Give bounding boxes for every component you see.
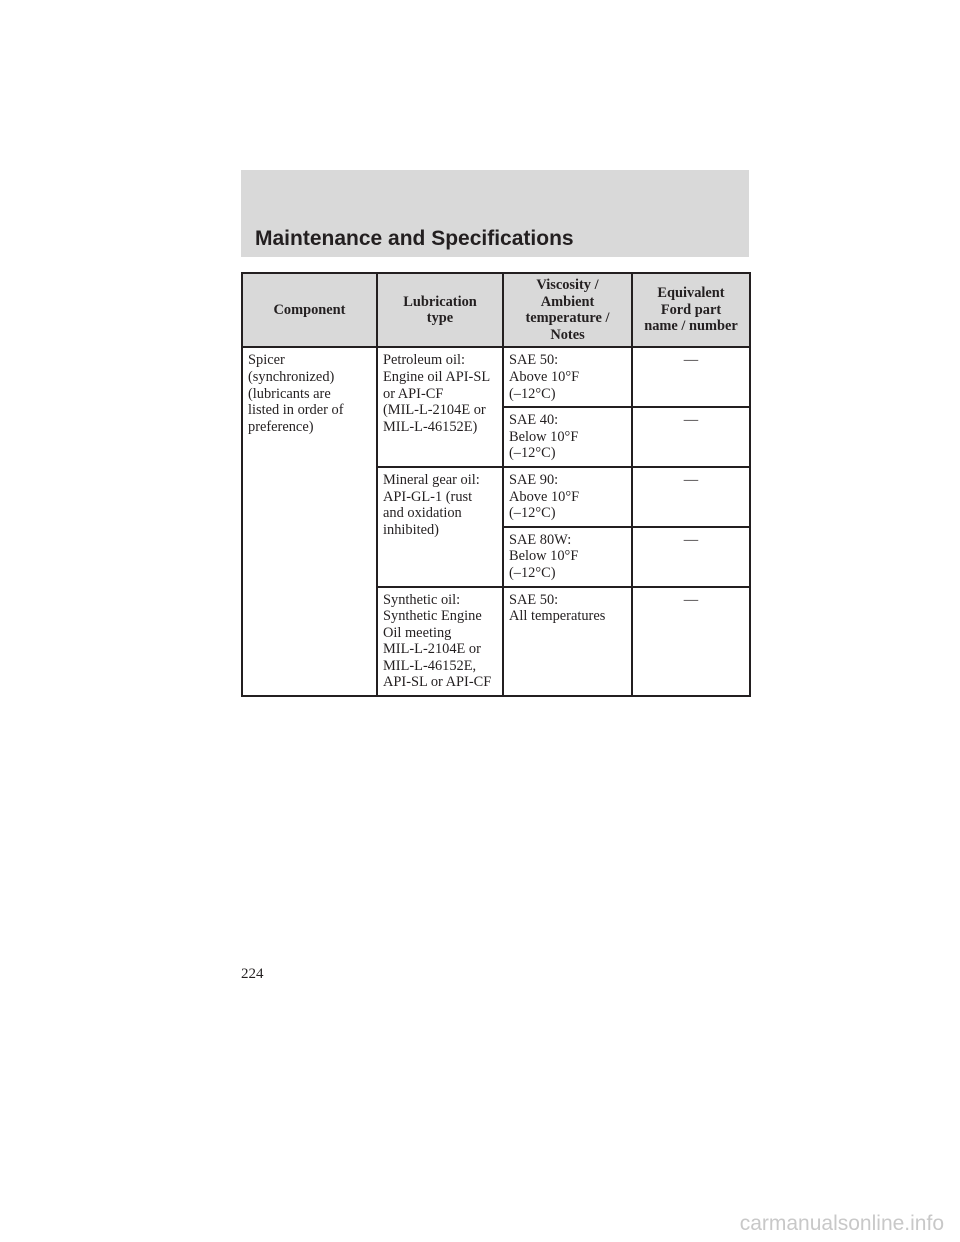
viscosity-cell: SAE 50: All temperatures: [503, 587, 632, 697]
ford-part-cell: —: [632, 587, 750, 697]
viscosity-cell: SAE 50: Above 10°F (–12°C): [503, 347, 632, 407]
component-cell: Spicer (synchronized) (lubricants are listed in order of preference): [242, 347, 377, 696]
viscosity-cell: SAE 80W: Below 10°F (–12°C): [503, 527, 632, 587]
section-title: Maintenance and Specifications: [255, 227, 574, 250]
ford-part-cell: —: [632, 467, 750, 527]
column-header-lubrication-type: Lubrication type: [377, 273, 503, 347]
watermark-text: carmanualsonline.info: [739, 1212, 944, 1235]
column-header-viscosity: Viscosity / Ambient temperature / Notes: [503, 273, 632, 347]
ford-part-cell: —: [632, 527, 750, 587]
ford-part-cell: —: [632, 347, 750, 407]
lubricant-spec-table: [241, 272, 751, 697]
lubrication-type-cell: Petroleum oil: Engine oil API-SL or API-CF (MIL-L-2104E or MIL-L-46152E): [377, 347, 503, 467]
lubrication-type-cell: Synthetic oil: Synthetic Engine Oil meeting MIL-L-2104E or MIL-L-46152E, API-SL or API-CF: [377, 587, 503, 697]
lubrication-type-cell: Mineral gear oil: API-GL-1 (rust and oxidation inhibited): [377, 467, 503, 587]
viscosity-cell: SAE 40: Below 10°F (–12°C): [503, 407, 632, 467]
table-row: [242, 347, 750, 407]
page-number: 224: [241, 966, 264, 982]
ford-part-cell: —: [632, 407, 750, 467]
column-header-ford-part: Equivalent Ford part name / number: [632, 273, 750, 347]
column-header-component: Component: [242, 273, 377, 347]
table-header-row: [242, 273, 750, 347]
viscosity-cell: SAE 90: Above 10°F (–12°C): [503, 467, 632, 527]
